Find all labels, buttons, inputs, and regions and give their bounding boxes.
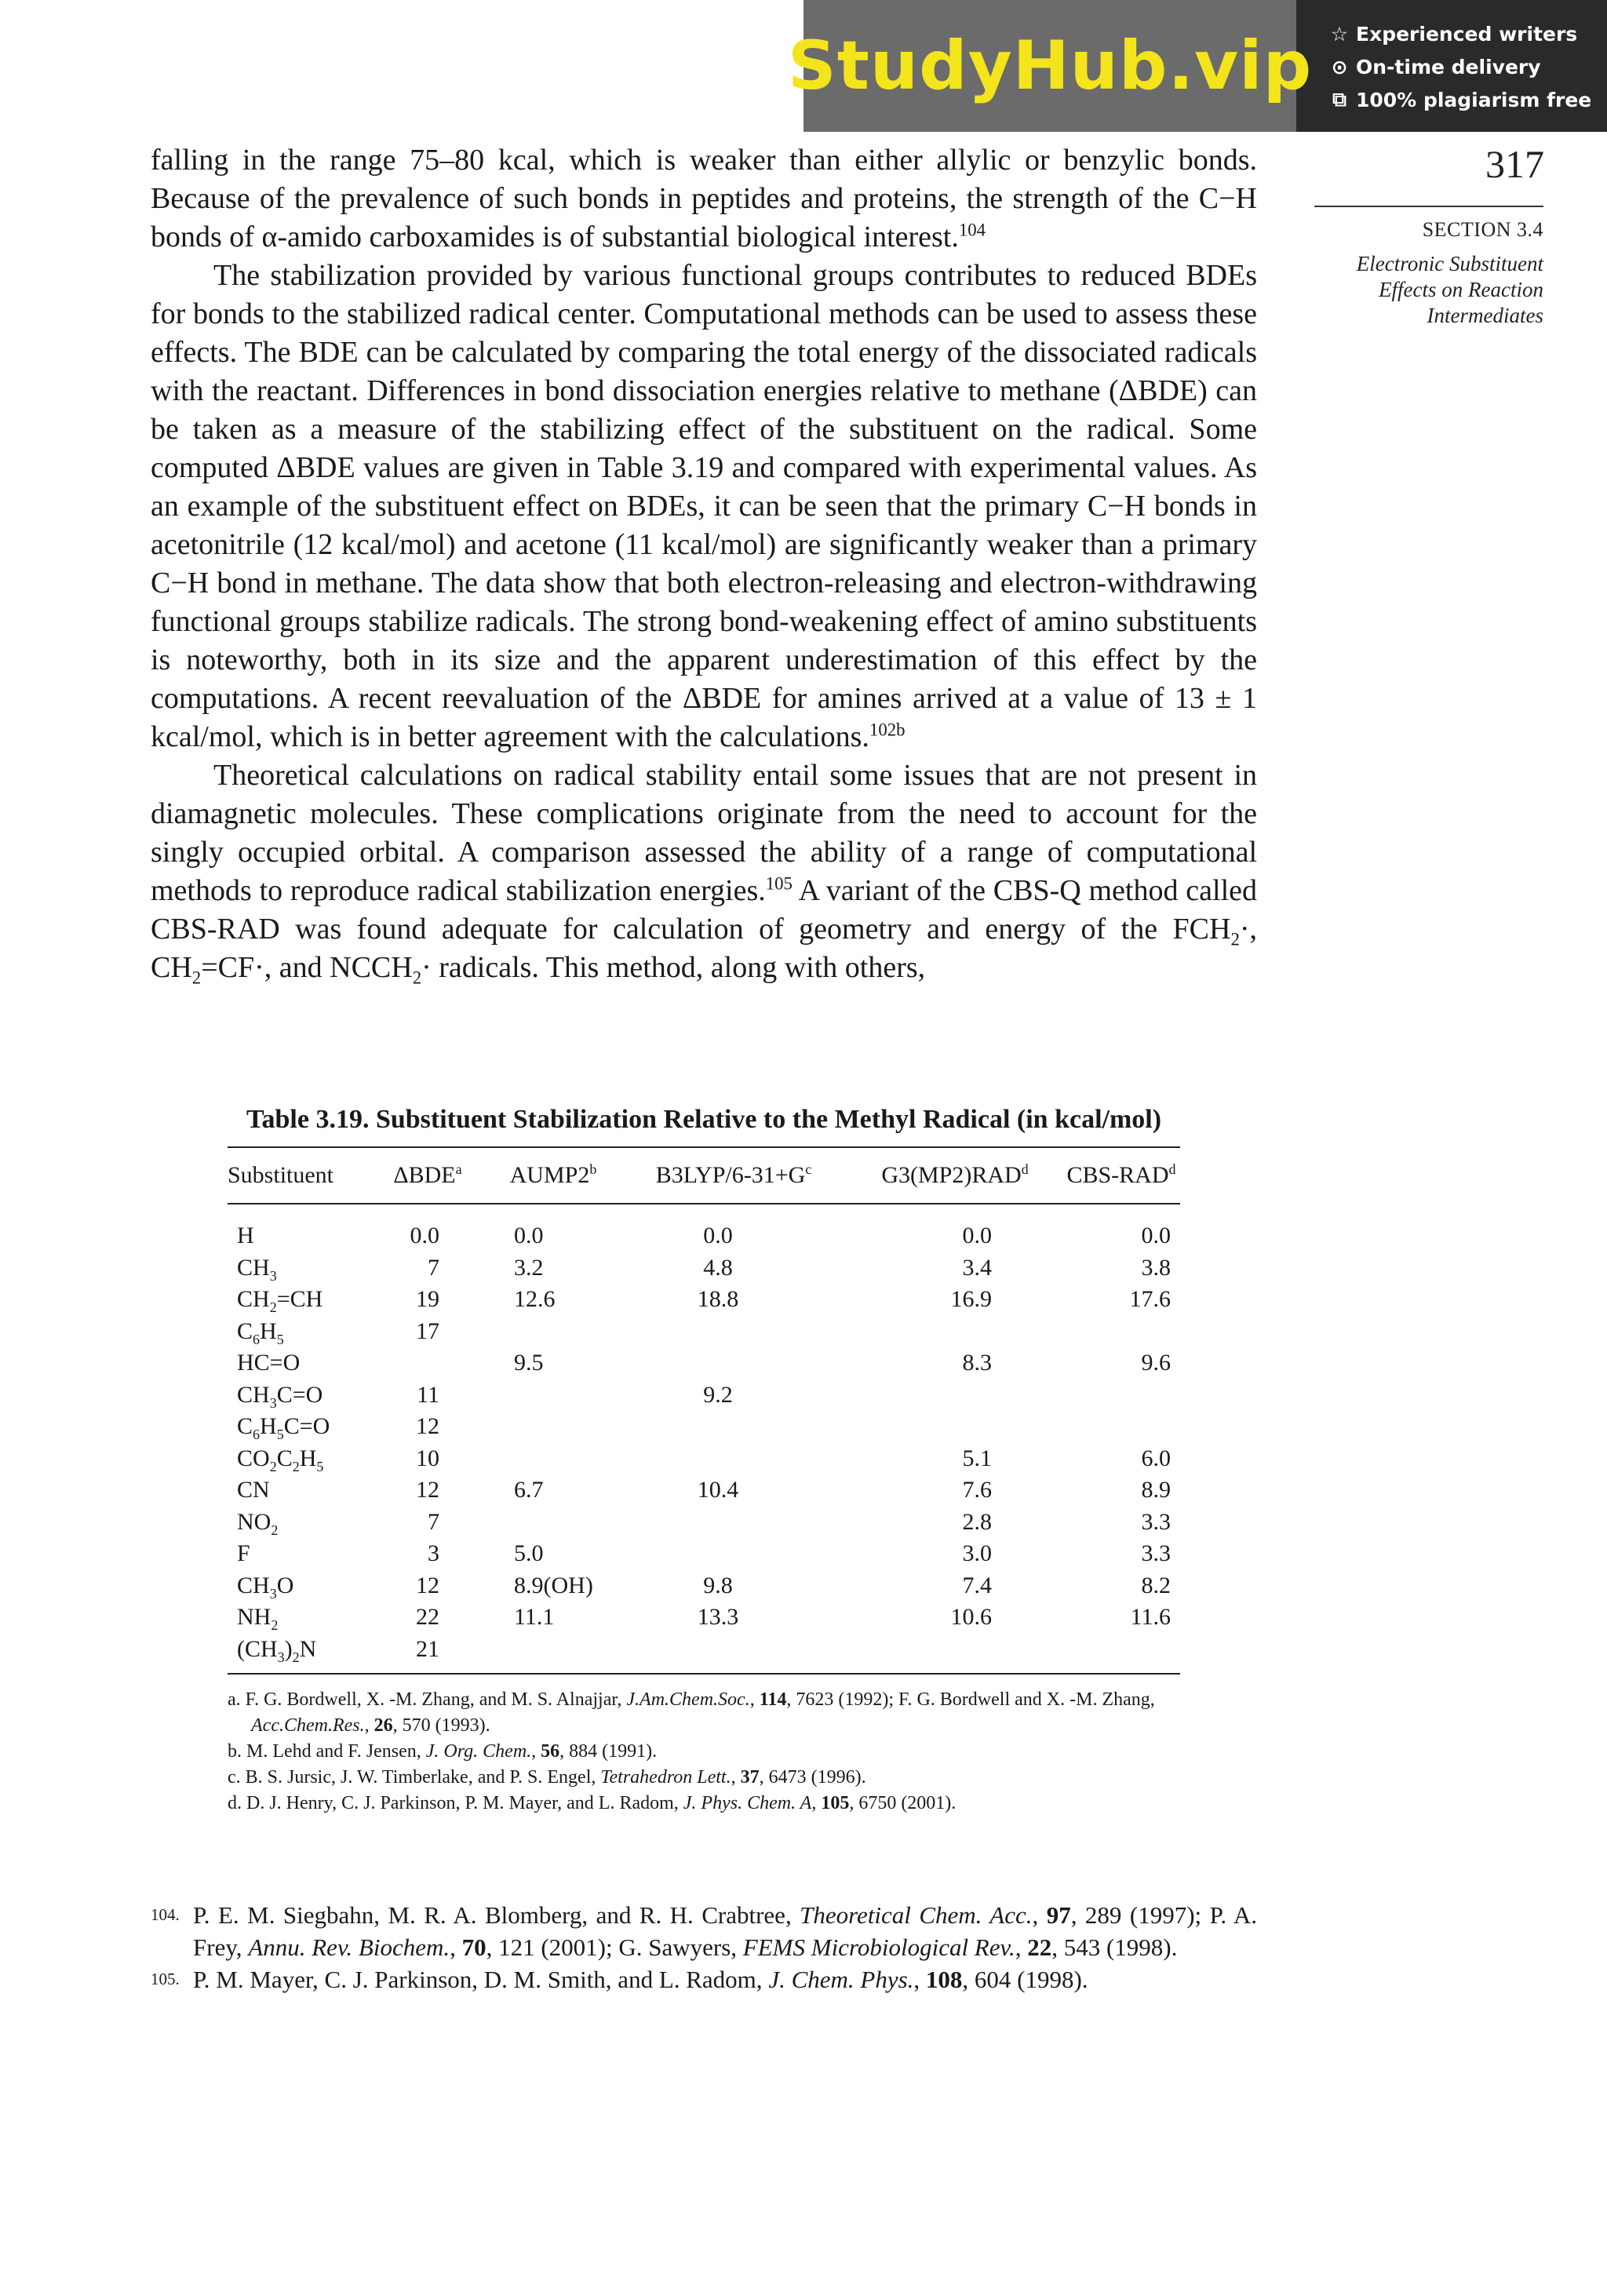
column-header: CBS-RAD$^d$ [1066, 1161, 1176, 1188]
section-title-line: Electronic Substituent [1356, 252, 1543, 275]
feature-label: Experienced writers [1356, 22, 1578, 46]
table-cell: 17.6 [1129, 1286, 1171, 1312]
feature-item [1329, 53, 1607, 80]
table-note: b. M. Lehd and F. Jensen, J. Org. Chem., 56, 884 (1991). [228, 1741, 658, 1762]
table-cell: 7.6 [962, 1477, 992, 1503]
table-row [228, 1411, 1180, 1443]
table-row [228, 1474, 1180, 1507]
table-cell: 22 [416, 1604, 439, 1630]
table-cell [486, 1316, 620, 1348]
table-cell: 10.6 [950, 1604, 992, 1630]
data-table [228, 1102, 1180, 1817]
table-cell: 12 [416, 1413, 439, 1439]
table-cell: 6.0 [1141, 1445, 1171, 1471]
footnote-text: P. E. M. Siegbahn, M. R. A. Blomberg, and R. H. Crabtree, Theoretical Chem. Acc., 97, 289 (1997); P. A. Frey, Annu. Rev. Biochem., 70, 121 (2001); G. Sawyers, FEMS Microbiological Rev., 22, 543 (1998). [193, 1901, 1258, 1961]
table-cell [620, 1443, 847, 1475]
table-cell: 19 [416, 1286, 439, 1312]
paragraph: falling in the range 75–80 kcal, which is weaker than either allylic or benzylic bonds. Because of the prevalence of such bonds in peptides and proteins, the strength of the C−H bonds of α-amido carboxamides is of substantial biological interest.$^{104}$ [151, 144, 1257, 253]
table-cell: F [237, 1540, 250, 1566]
table-cell [847, 1379, 1062, 1412]
table-cell: $CO_2C_2H_5$ [237, 1445, 324, 1474]
table-cell: 6.7 [514, 1477, 544, 1503]
table-cell: 9.2 [703, 1381, 733, 1408]
table-cell [620, 1538, 847, 1570]
table-row [228, 1284, 1180, 1316]
brand-logo: StudyHub.vip [787, 27, 1313, 105]
table-cell: 0.0 [410, 1223, 439, 1248]
footnote [151, 1899, 1257, 1963]
table-cell [486, 1379, 620, 1412]
footnotes [151, 1899, 1257, 1995]
table-cell: 4.8 [703, 1254, 733, 1281]
table-cell [620, 1634, 847, 1666]
table-cell: 0.0 [514, 1223, 544, 1248]
table-row [228, 1316, 1180, 1348]
table-row [228, 1379, 1180, 1412]
table-cell: 3.3 [1141, 1540, 1171, 1566]
table-caption: Table 3.19. Substituent Stabilization Relative to the Methyl Radical (in kcal/mol) [246, 1105, 1162, 1134]
footnote-text: P. M. Mayer, C. J. Parkinson, D. M. Smith, and L. Radom, J. Chem. Phys., 108, 604 (1998). [193, 1966, 1088, 1993]
table-notes [228, 1687, 1180, 1817]
table-cell: 11.6 [1130, 1604, 1171, 1630]
table-cell: HC=O [237, 1350, 301, 1376]
table-cell: 0.0 [703, 1223, 733, 1248]
table-cell [1062, 1379, 1180, 1412]
table-cell: 10.4 [697, 1477, 739, 1503]
table-row [228, 1443, 1180, 1475]
table-cell: 10 [416, 1445, 439, 1471]
table-note: a. F. G. Bordwell, X. -M. Zhang, and M. S. Alnajjar, J.Am.Chem.Soc., 114, 7623 (1992); F. G. Bordwell and X. -M. Zhang, Acc.Chem.Res., 26, 570 (1993). [228, 1689, 1155, 1736]
table-cell [620, 1316, 847, 1348]
footnote-number: 105. [151, 1970, 180, 1988]
table-cell: 3.3 [1141, 1508, 1171, 1535]
table-cell: 8.3 [962, 1350, 992, 1376]
feature-label: On-time delivery [1356, 55, 1541, 78]
table-row [228, 1347, 1180, 1379]
table-cell [486, 1634, 620, 1666]
feature-list [1296, 0, 1607, 132]
table-row [228, 1570, 1180, 1602]
table-cell: 7 [428, 1508, 439, 1535]
clock-icon: ⊙ [1331, 55, 1348, 78]
table-cell: 11.1 [514, 1604, 555, 1630]
promo-banner[interactable] [787, 0, 1607, 132]
table-cell: 9.6 [1141, 1350, 1171, 1376]
table-cell: 7 [428, 1254, 439, 1281]
table-cell: 13.3 [697, 1604, 739, 1630]
table-cell: 5.1 [962, 1445, 992, 1471]
table-cell: 3.4 [962, 1254, 992, 1281]
table-row [228, 1538, 1180, 1570]
table-cell [620, 1347, 847, 1379]
table-cell: $CH_3O$ [237, 1572, 294, 1602]
feature-label: 100% plagiarism free [1356, 88, 1592, 111]
paragraph: Theoretical calculations on radical stability entail some issues that are not present in diamagnetic molecules. These complications originate from the need to account for the singly occupied orbital. A comparison assessed the ability of a range of computational methods to reproduce radical stabilization energies.$^{105}$ A variant of the CBS-Q method called CBS-RAD was found adequate for calculation of geometry and energy of the $FCH_2\cdot$, $CH_2=CF\cdot$, and $NCCH_2\cdot$ radicals. This method, along with others, [151, 759, 1257, 988]
table-cell: 16.9 [950, 1286, 992, 1312]
table-cell [620, 1411, 847, 1443]
column-header: AUMP2$^b$ [509, 1161, 597, 1188]
table-cell: 0.0 [962, 1223, 992, 1248]
table-note: d. D. J. Henry, C. J. Parkinson, P. M. Mayer, and L. Radom, J. Phys. Chem. A, 105, 6750 (2001). [228, 1793, 957, 1813]
copy-icon: ⧉ [1332, 88, 1346, 111]
table-note: c. B. S. Jursic, J. W. Timberlake, and P. S. Engel, Tetrahedron Lett., 37, 6473 (1996). [228, 1767, 866, 1788]
table-cell: 8.9 [1141, 1477, 1171, 1503]
table-cell: H [237, 1223, 254, 1248]
section-title-line: Effects on Reaction [1379, 278, 1543, 301]
table-cell [1062, 1634, 1180, 1666]
table-cell: 3.8 [1141, 1254, 1171, 1281]
table-cell [486, 1411, 620, 1443]
table-cell [620, 1507, 847, 1539]
star-icon: ☆ [1330, 22, 1349, 46]
table-cell: $C_6H_5C=O$ [237, 1413, 330, 1442]
table-cell: 8.2 [1141, 1572, 1171, 1598]
table-cell [1062, 1316, 1180, 1348]
table-row [228, 1602, 1180, 1634]
table-cell: $CH_3$ [237, 1254, 277, 1284]
table-cell: 17 [416, 1317, 439, 1344]
table-cell: 5.0 [514, 1540, 544, 1566]
table-cell [486, 1443, 620, 1475]
table-cell: $C_6H_5$ [237, 1317, 284, 1347]
table-cell: $(CH_3)_2N$ [237, 1635, 317, 1665]
table-cell: 12 [416, 1477, 439, 1503]
table-cell: 21 [416, 1635, 439, 1662]
page-number: 317 [1485, 142, 1544, 186]
table-cell: 3.0 [962, 1540, 992, 1566]
table-cell: 3.2 [514, 1254, 544, 1281]
table-cell: 12.6 [514, 1286, 556, 1312]
table-cell: 3 [428, 1540, 439, 1566]
feature-item [1329, 86, 1607, 113]
table-body [228, 1204, 1180, 1675]
body-text [151, 141, 1257, 987]
table-cell: 9.8 [703, 1572, 733, 1598]
column-header: Substituent [228, 1162, 334, 1188]
table-cell: 8.9(OH) [514, 1572, 593, 1598]
running-head [1314, 206, 1543, 329]
table-cell: 12 [416, 1572, 439, 1598]
table-cell [847, 1634, 1062, 1666]
table-cell: 11 [417, 1381, 439, 1408]
table-cell [369, 1347, 486, 1379]
table-cell: CN [237, 1477, 270, 1503]
table-cell: $CH_3C=O$ [237, 1381, 323, 1411]
column-header: ΔBDE$^a$ [393, 1161, 462, 1188]
table-header [228, 1148, 1180, 1204]
table-row [228, 1252, 1180, 1285]
footnote [151, 1963, 1257, 1995]
feature-item [1329, 20, 1607, 47]
table-cell: $NO_2$ [237, 1508, 279, 1538]
table-cell [847, 1316, 1062, 1348]
table-cell [847, 1411, 1062, 1443]
table-cell [1062, 1411, 1180, 1443]
table-cell: 9.5 [514, 1350, 544, 1376]
table-cell [486, 1507, 620, 1539]
column-header: G3(MP2)RAD$^d$ [881, 1161, 1029, 1188]
table-cell: 2.8 [962, 1508, 992, 1535]
brand-panel [787, 0, 1313, 132]
table-row [228, 1507, 1180, 1539]
section-label: SECTION 3.4 [1422, 218, 1543, 241]
table-row [228, 1220, 1180, 1252]
column-header: $B3LYP/6-31+G^c$ [655, 1161, 812, 1188]
table-cell: $NH_2$ [237, 1604, 279, 1633]
table-cell: $CH_2=CH$ [237, 1286, 323, 1315]
section-title [1314, 251, 1543, 329]
paragraph: The stabilization provided by various functional groups contributes to reduced BDEs for bonds to the stabilized radical center. Computational methods can be used to assess these effects. The BDE can be calculated by comparing the total energy of the dissociated radicals with the reactant. Differences in bond dissociation energies relative to methane (ΔBDE) can be taken as a measure of the stabilizing effect of the substituent on the radical. Some computed ΔBDE values are given in Table 3.19 and compared with experimental values. As an example of the substituent effect on BDEs, it can be seen that the primary C−H bonds in acetonitrile (12 kcal/mol) and acetone (11 kcal/mol) are significantly weaker than a primary C−H bond in methane. The data show that both electron-releasing and electron-withdrawing functional groups stabilize radicals. The strong bond-weakening effect of amino substituents is noteworthy, both in its size and the apparent underestimation of this effect by the computations. A recent reevaluation of the ΔBDE for amines arrived at a value of 13 ± 1 kcal/mol, which is in better agreement with the calculations.$^{102b}$ [151, 259, 1257, 753]
table-cell: 7.4 [962, 1572, 992, 1598]
table-row [228, 1634, 1180, 1666]
section-title-line: Intermediates [1427, 304, 1543, 327]
table-cell: 18.8 [697, 1286, 739, 1312]
footnote-number: 104. [151, 1905, 180, 1924]
table-cell: 0.0 [1141, 1223, 1171, 1248]
